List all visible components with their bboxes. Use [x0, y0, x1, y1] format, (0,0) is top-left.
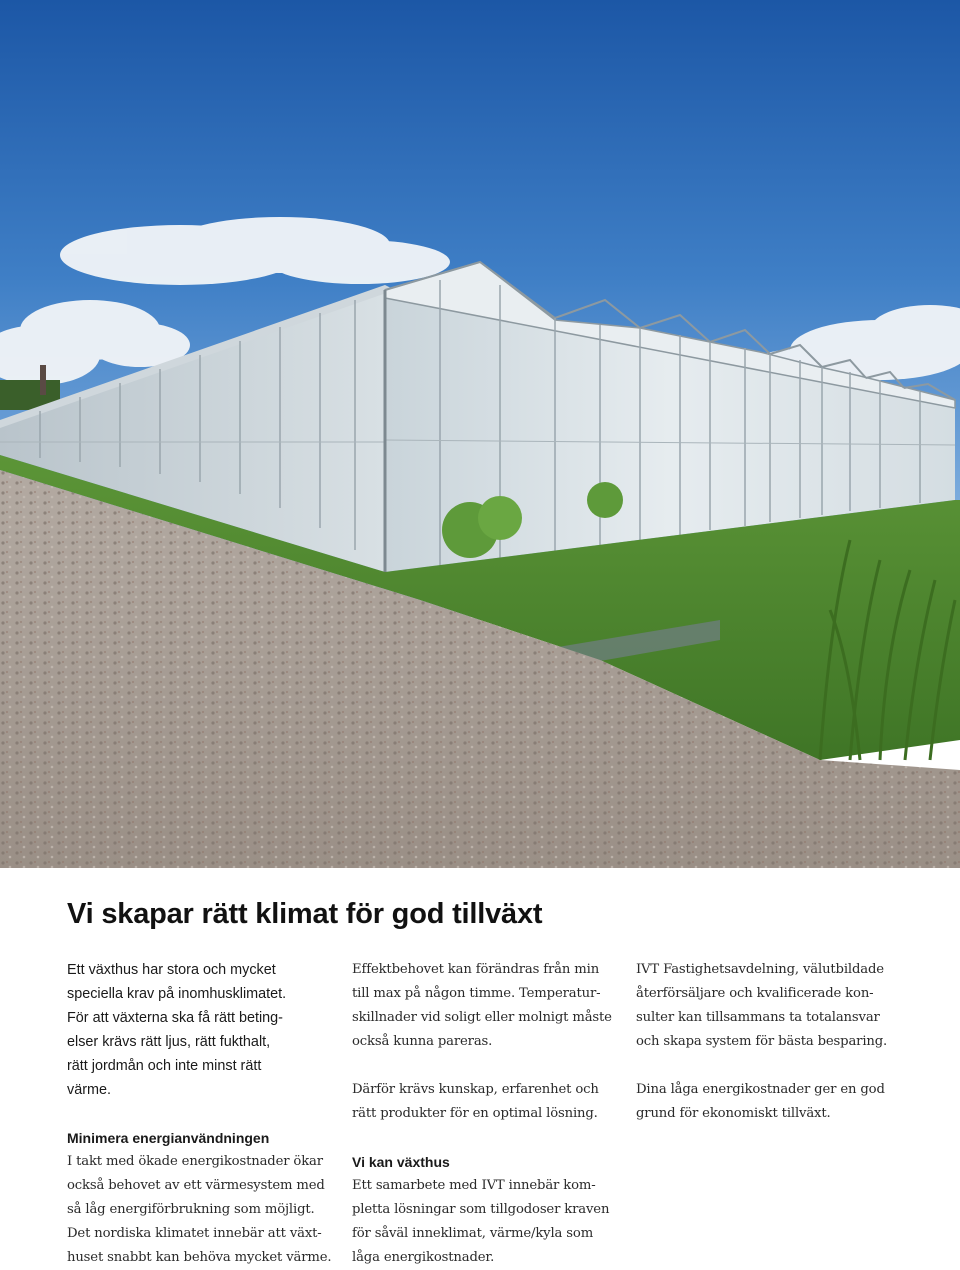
text-line: också behovet av ett värmesystem med	[67, 1178, 325, 1193]
text-line: låga energikostnader.	[352, 1250, 495, 1265]
text-line: återförsäljare och kvalificerade kon-	[636, 986, 874, 1001]
text-line: pletta lösningar som tillgodoser kraven	[352, 1202, 610, 1217]
text-line: och skapa system för bästa besparing.	[636, 1034, 888, 1049]
text-line: Det nordiska klimatet innebär att växt-	[67, 1226, 322, 1241]
spacer	[352, 1054, 622, 1078]
text-line: grund för ekonomiskt tillväxt.	[636, 1106, 831, 1121]
spacer	[636, 1054, 936, 1078]
subheading-greenhouse: Vi kan växthus	[352, 1154, 450, 1170]
text-line: till max på någon timme. Temperatur-	[352, 986, 601, 1001]
text-line: speciella krav på inomhusklimatet.	[67, 986, 287, 1002]
costs-paragraph	[636, 1078, 936, 1126]
text-line: För att växterna ska få rätt beting-	[67, 1010, 283, 1026]
text-line: Därför krävs kunskap, erfarenhet och	[352, 1082, 599, 1097]
text-line: så låg energiförbrukning som möjligt.	[67, 1202, 315, 1217]
energy-paragraph	[67, 1150, 337, 1270]
text-line: Dina låga energikostnader ger en god	[636, 1082, 885, 1097]
text-line: rätt produkter för en optimal lösning.	[352, 1106, 598, 1121]
effect-paragraph	[352, 958, 622, 1054]
ivt-paragraph	[636, 958, 936, 1054]
text-column-1	[67, 958, 337, 1270]
text-line: rätt jordmån och inte minst rätt	[67, 1058, 262, 1074]
text-line: IVT Fastighetsavdelning, välutbildade	[636, 962, 884, 977]
subheading-energy: Minimera energianvändningen	[67, 1130, 270, 1146]
text-line: huset snabbt kan behöva mycket värme.	[67, 1250, 332, 1265]
text-column-2	[352, 958, 622, 1270]
intro-paragraph	[67, 958, 337, 1102]
cooperation-paragraph	[352, 1174, 622, 1270]
text-line: sulter kan tillsammans ta totalansvar	[636, 1010, 880, 1025]
text-line: för såväl inneklimat, värme/kyla som	[352, 1226, 594, 1241]
text-line: I takt med ökade energikostnader ökar	[67, 1154, 323, 1169]
text-line: Ett samarbete med IVT innebär kom-	[352, 1178, 596, 1193]
text-line: elser krävs rätt ljus, rätt fukthalt,	[67, 1034, 271, 1050]
page-title: Vi skapar rätt klimat för god tillväxt	[67, 898, 543, 930]
text-line: värme.	[67, 1082, 111, 1098]
text-line: också kunna pareras.	[352, 1034, 493, 1049]
spacer	[352, 1126, 622, 1150]
text-line: skillnader vid soligt eller molnigt måste	[352, 1010, 612, 1025]
text-line: Ett växthus har stora och mycket	[67, 962, 276, 978]
knowledge-paragraph	[352, 1078, 622, 1126]
spacer	[67, 1102, 337, 1126]
text-column-3	[636, 958, 936, 1126]
text-line: Effektbehovet kan förändras från min	[352, 962, 600, 977]
